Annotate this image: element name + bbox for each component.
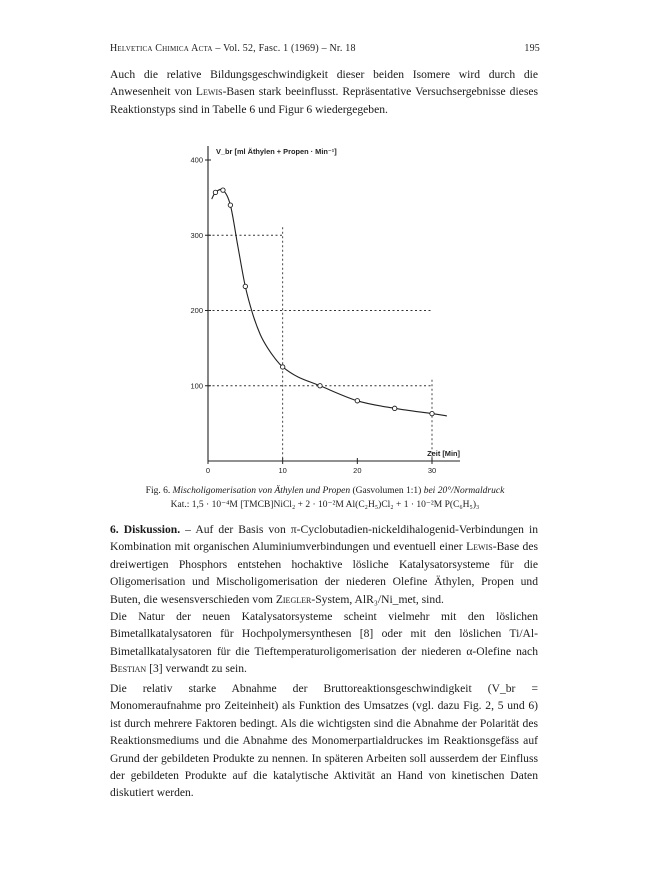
- data-point: [355, 399, 359, 403]
- data-point: [221, 188, 225, 192]
- y-tick-label: 300: [190, 230, 203, 240]
- x-tick-label: 10: [278, 466, 287, 475]
- data-point: [243, 284, 247, 288]
- caption-gas-volume: (Gasvolumen 1:1): [352, 486, 422, 496]
- x-tick-label: 20: [353, 466, 362, 475]
- discussion-ziegler: Ziegler: [275, 592, 312, 606]
- section-heading: 6. Diskussion.: [110, 523, 181, 536]
- x-tick-label: 0: [205, 466, 211, 475]
- data-point: [213, 190, 217, 194]
- y-axis-label: V_br [ml Äthylen + Propen · Min⁻¹]: [216, 147, 337, 156]
- discussion-paragraph: [110, 521, 538, 608]
- x-tick-label: 30: [427, 466, 437, 475]
- abnahme-paragraph: Die relativ starke Abnahme der Bruttoreaktionsgeschwindigkeit (V_br = Monomeraufnahme pro Zeiteinheit) als Funktion des Umsatzes (vgl. dazu Fig. 2, 5 und 6) ist durch mehrere Faktoren bedingt. Als die wichtigsten sind die Abnahme der Polarität des Reaktionsmediums und die Abnahme des Monomerpartialdruckes im Reaktionsgefäss auf Grund der gebildeten Produkte zu nennen. In späteren Arbeiten soll ausserdem der Einfluss der gebildeten Produkte auf die katalytische Aktivität an Hand von kinetischen Daten diskutiert werden.: [110, 682, 538, 800]
- data-point: [228, 203, 232, 207]
- caption-line-2: Kat.: 1,5 · 10⁻⁴M [TMCB]NiCl₂ + 2 · 10⁻²M Al(C₂H₅)Cl₂ + 1 · 10⁻²M P(C₆H₅)₃: [170, 500, 480, 510]
- chart-axes: [205, 146, 460, 464]
- journal-name: Helvetica Chimica Acta: [110, 43, 213, 54]
- data-point: [318, 384, 322, 388]
- y-tick-label: 400: [190, 155, 203, 165]
- y-tick-label: 200: [190, 306, 203, 315]
- discussion-text-c: -System, AlR₃/Ni_met, sind.: [311, 592, 444, 606]
- reference-lines: [208, 227, 432, 461]
- caption-title: Mischoligomerisation von Äthylen und Propen: [172, 486, 351, 496]
- figure-caption: [92, 484, 558, 512]
- intro-name-lewis: Lewis: [195, 85, 223, 99]
- y-tick-label: 100: [190, 381, 203, 391]
- volume-info: – Vol. 52, Fasc. 1 (1969) – Nr. 18: [215, 43, 356, 54]
- data-point: [280, 365, 284, 369]
- page-number: 195: [524, 43, 540, 54]
- caption-line-1: [92, 484, 558, 498]
- x-axis-label: Zeit [Min]: [427, 449, 460, 458]
- data-point: [392, 406, 396, 410]
- natur-text-a: Die Natur der neuen Katalysatorsysteme scheint vielmehr mit den löslichen Bimetallkatalysatoren für Hochpolymersynthesen [8] oder mit den löslichen Ti/Al-Bimetallkatalysatoren für die Tieftemperaturoligomerisation der niederen α-Olefine nach: [110, 610, 538, 658]
- data-point: [430, 411, 434, 415]
- caption-conditions: bei 20°/Normaldruck: [423, 486, 505, 496]
- discussion-text-a: – Auf der Basis von π-Cyclobutadien-nickeldihalogenid-Verbindungen in Kombination mit organischen Aluminiumverbindungen und eventuell einer: [110, 523, 539, 554]
- discussion-text-b: -Base des dreiwertigen Phosphors entstehen hochaktive lösliche Katalysatorsysteme für die Oligomerisation und Mischoligomerisation der niederen Olefine Äthylen, Propen und Buten, die wesensverschieden vom: [110, 540, 538, 606]
- series-curve: [212, 189, 447, 416]
- natur-bestian: Bestian: [110, 662, 147, 676]
- natur-text-b: [3] verwandt zu sein.: [146, 662, 247, 676]
- natur-paragraph: [110, 608, 538, 678]
- tick-labels: [190, 156, 436, 476]
- data-points: [213, 188, 434, 416]
- discussion-lewis: Lewis: [466, 540, 493, 554]
- intro-text-before: Auch die relative Bildungsgeschwindigkeit dieser beiden Isomere wird durch die Anwesenheit von: [110, 68, 538, 99]
- caption-label: Fig. 6.: [145, 486, 171, 496]
- intro-text-after: -Basen stark beeinflusst. Repräsentative Versuchsergebnisse dieses Reaktionstyps sind in Tabelle 6 und Figur 6 wiedergegeben.: [110, 85, 538, 116]
